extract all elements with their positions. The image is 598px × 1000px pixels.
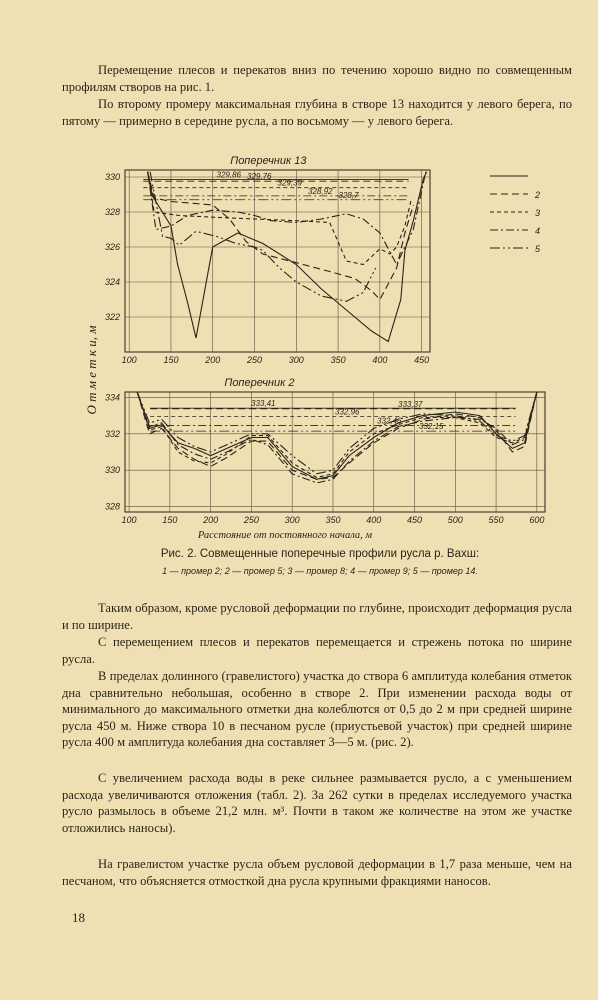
x-tick-label: 400 [372,355,388,365]
page-number: 18 [72,910,85,925]
series-line-2 [148,172,414,300]
legend-key: 3 [535,208,541,218]
x-tick-label: 450 [406,515,423,525]
y-tick-label: 334 [104,392,120,403]
chart-title: Поперечник 2 [224,377,295,389]
x-tick-label: 200 [203,515,219,525]
figure-caption: Рис. 2. Совмещенные поперечные профили русла р. Вахш: [160,548,480,560]
chart-title: Поперечник 13 [230,155,307,167]
water-level-label: 333,41 [251,399,276,409]
water-level-label: 328,7 [338,190,359,200]
series-line-1 [137,392,537,479]
water-level-label: 329,76 [247,172,272,182]
paragraph-5: В пределах долинного (гравелистого) участка до створа 6 амплитуда колебания отметок дна сравнительно небольшая, особенно в створе 2. При изменении расхода воды от минимального до максимального отметки дна колеблются от 0,5 до 2 м при средней ширине русла 450 м. Ниже створа 10 в песчаном русле (приустьевой участок) при средней ширине русла 400 м амплитуда колебания дна составляет 3—5 м. (рис. 2). [62,669,572,750]
paragraph-3: Таким образом, кроме русловой деформации по глубине, происходит деформация русла и по ширине. [62,601,572,632]
x-tick-label: 350 [330,355,346,365]
chart-cross-section-13 [105,155,430,365]
water-level-label: 329,86 [216,170,241,180]
figure-legend-text: 1 — промер 2; 2 — промер 5; 3 — промер 8; 4 — промер 9; 5 — промер 14. [162,566,478,576]
water-level-label: 332,46 [377,416,402,426]
legend-key: 2 [535,190,541,200]
legend-key: 4 [535,226,541,236]
x-axis-label: Расстояние от постоянного начала, м [197,530,373,541]
x-tick-label: 250 [243,515,259,525]
y-tick-label: 328 [104,501,120,512]
x-tick-label: 250 [247,355,263,365]
paragraph-6: С увеличением расхода воды в реке сильнее размывается русло, а с уменьшением расхода увеличиваются отложения (табл. 2). За 262 сутки в пределах исследуемого участка русло размылось в объеме 21,2 млн. м³. Почти в таком же количестве на этом же участке отложились наносы). [62,771,572,835]
x-tick-label: 100 [121,355,137,365]
y-tick-label: 322 [104,312,120,322]
water-level-label: 328,92 [308,186,333,196]
water-level-label: 332,15 [419,422,444,432]
series-line-5 [137,392,537,474]
y-tick-label: 330 [104,172,120,182]
series-line-1 [148,172,427,342]
series-line-2 [137,392,537,479]
paragraph-1: Перемещение плесов и перекатов вниз по течению хорошо видно по совмещенным профилям створов на рис. 1. [62,63,572,94]
series-line-4 [137,392,537,483]
water-level-label: 329,39 [277,178,302,188]
chart-legend [490,176,541,254]
y-tick-label: 332 [104,428,120,439]
y-tick-label: 328 [104,207,120,217]
x-tick-label: 300 [284,515,300,525]
x-tick-label: 200 [205,355,221,365]
paragraph-4: С перемещением плесов и перекатов перемещается и стрежень потока по ширине русла. [62,635,572,666]
water-level-label: 333,37 [398,399,423,409]
legend-key: 5 [535,244,541,254]
paragraph-7: На гравелистом участке русла объем русловой деформации в 1,7 раза меньше, чем на песчаном, что объясняется отмосткой дна русла крупными фракциями наносов. [62,857,572,888]
chart-cross-section-2 [105,377,545,525]
x-tick-label: 150 [163,355,179,365]
x-tick-label: 150 [162,515,178,525]
x-tick-label: 500 [447,515,463,525]
y-tick-label: 330 [104,465,120,476]
x-tick-label: 550 [488,515,504,525]
y-tick-label: 324 [104,277,120,287]
y-axis-label: О т м е т к и, м [84,325,99,415]
water-level-label: 332,96 [335,407,360,417]
x-tick-label: 600 [529,515,545,525]
y-tick-label: 326 [104,242,120,252]
x-tick-label: 400 [366,515,382,525]
x-tick-label: 350 [325,515,341,525]
x-tick-label: 450 [414,355,430,365]
x-tick-label: 300 [288,355,304,365]
paragraph-2: По второму промеру максимальная глубина в створе 13 находится у левого берега, по пятому — примерно в середине русла, а по восьмому — у левого берега. [62,97,572,128]
x-tick-label: 100 [121,515,137,525]
